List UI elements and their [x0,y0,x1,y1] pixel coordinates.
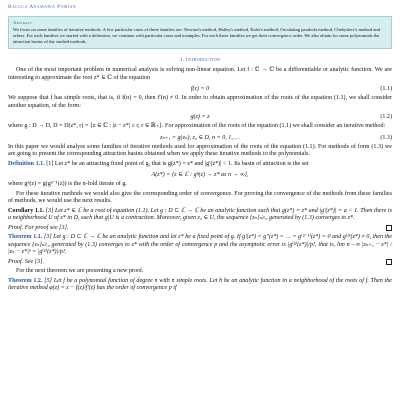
definition-footnote: where gⁿ(z) = g(gⁿ⁻¹(z)) is the n-fold iterate of g. [8,181,127,188]
theorem-1-1-title: Theorem 1.1. [8,234,43,241]
theorem-1-2-title: Theorem 1.2. [8,277,43,284]
intro-paragraph-3: where g : D → D, D = D(z*, r) = {z ∈ ℂ : |z − z*| ≤ r, r ∈ ℝ₊}. For approximation of the roots of the equation (1.1) we shall consider an iterative method: [8,123,386,130]
equation-1-3 [8,133,392,144]
equation-1-1 [8,84,392,95]
intro-paragraph-7: For the next theorem we are presenting a new proof. [16,268,144,275]
theorem-1-2 [8,278,392,293]
abstract-text: We focus on some families of iterative methods. A few particular cases of these families are: Newton's method, Halley's method, Euler's method, Osculating parabola method, Chebyshev's method and others. For each families we started with a definition, we continue with particular cases and examples. For each these families we get their convergence order. We also obtain for some polynomials the attraction basins of the studied methods. [13,27,381,45]
equation-1-3-text: zₙ₊₁ = g(zₙ), z₀ ∈ D, n = 0, 1, … [160,134,240,141]
section-title: 1. Introduction [179,57,221,64]
equation-1-2 [8,112,392,123]
proof-1 [8,225,392,233]
equation-basin-text: A(z*) = {z ∈ ℂ : gⁿ(z) → z* as n → ∞}, [151,172,249,179]
intro-paragraph-4: In this paper we would analyse some families of iterative methods used for approximation of the roots of the equation (1.1). For methods of form (1.3) we are going to present the corresponding attraction basins obtained when we apply these iterative methods to the polynomials. [8,143,392,158]
abstract-box [8,16,392,49]
equation-basin [8,170,392,181]
corollary-text: [3] Let z* ∈ ℂ be a root of equation (1.1). Let g : D ⊂ ℂ → ℂ be an analytic function such that g(z*) = z* and |g′(z*)| = a < 1. Then there is a neighborhood U of z* in D, such that g|U is a contraction. Moreover, given z₀ ∈ U, the sequence {zₙ}ₙ≥₀ generated by (1.3) converges to z*. [8,207,392,222]
qed-box-icon [386,225,392,233]
equation-1-1-number: (1.1) [380,86,392,93]
corollary-title: Corollary 1.1. [8,207,44,214]
theorem-1-2-text: [5] Let f be a polynomial function of degree n with n simple roots. Let h be an analytic function in a neighborhood of the roots of f. Then the iterative method φ(z) = z − f(z)/f′(z) has the order of convergence p if [8,277,392,292]
equation-1-3-number: (1.3) [380,134,392,141]
intro-paragraph-2: We suppose that f has simple roots, that is, if f(α) = 0, then f′(α) ≠ 0. In order to obtain approximation of the roots of the equation (1.1), we shall consider another equation, of the form: [8,95,392,109]
qed-box-icon [386,259,392,267]
definition-title: Definition 1.1. [8,160,45,167]
abstract-label: Abstract. [13,20,34,25]
intro-paragraph-1: One of the most important problem in numerical analysis is solving non-linear equation. Let f : ℂ → ℂ be a differentiable or analytic function. We are interesting to approximate the root z* ∈ ℂ of the equation [8,67,392,81]
equation-1-2-number: (1.2) [380,114,392,121]
definition-text: [1] Let z* be an attracting fixed point of g, that is g(z*) = z* and |g′(z*)| < 1. Its basin of attraction is the set [46,160,309,167]
equation-1-1-text: f(z) = 0 [190,86,210,93]
definition-1-1 [8,161,392,169]
proof-2 [8,259,392,267]
intro-paragraph-6: For these iterative methods we would also give the corresponding order of convergence. For proving the convergence of the methods from these families of methods, we would use the next results. [8,190,392,205]
proof-2-text: Proof. See [3]. [8,258,44,265]
equation-1-2-text: g(z) = z [190,114,210,121]
running-header-author: Raluca Anamaria Pomian [8,4,77,10]
theorem-1-1-text: [3] Let g : D ⊂ ℂ → ℂ be an analytic function and let z* be a fixed point of g. If g′(z*) = g″(z*) = … = g⁽ᵖ⁻¹⁾(z*) = 0 and g⁽ᵖ⁾(z*) ≠ 0, then the sequence {zₙ}ₙ≥₀ generated by (1.3) converges to z* with the order of convergence p and the asymptotic error is |g⁽ᵖ⁾(z*)|/p!, that is, lim n→∞ |zₙ₊₁ − z*| / |zₙ − z*|ᵖ = |g⁽ᵖ⁾(z*)|/p!. [8,234,392,256]
corollary-1-1 [8,208,392,223]
proof-1-text: Proof. For proof see [3]. [8,224,69,231]
theorem-1-1 [8,234,392,257]
